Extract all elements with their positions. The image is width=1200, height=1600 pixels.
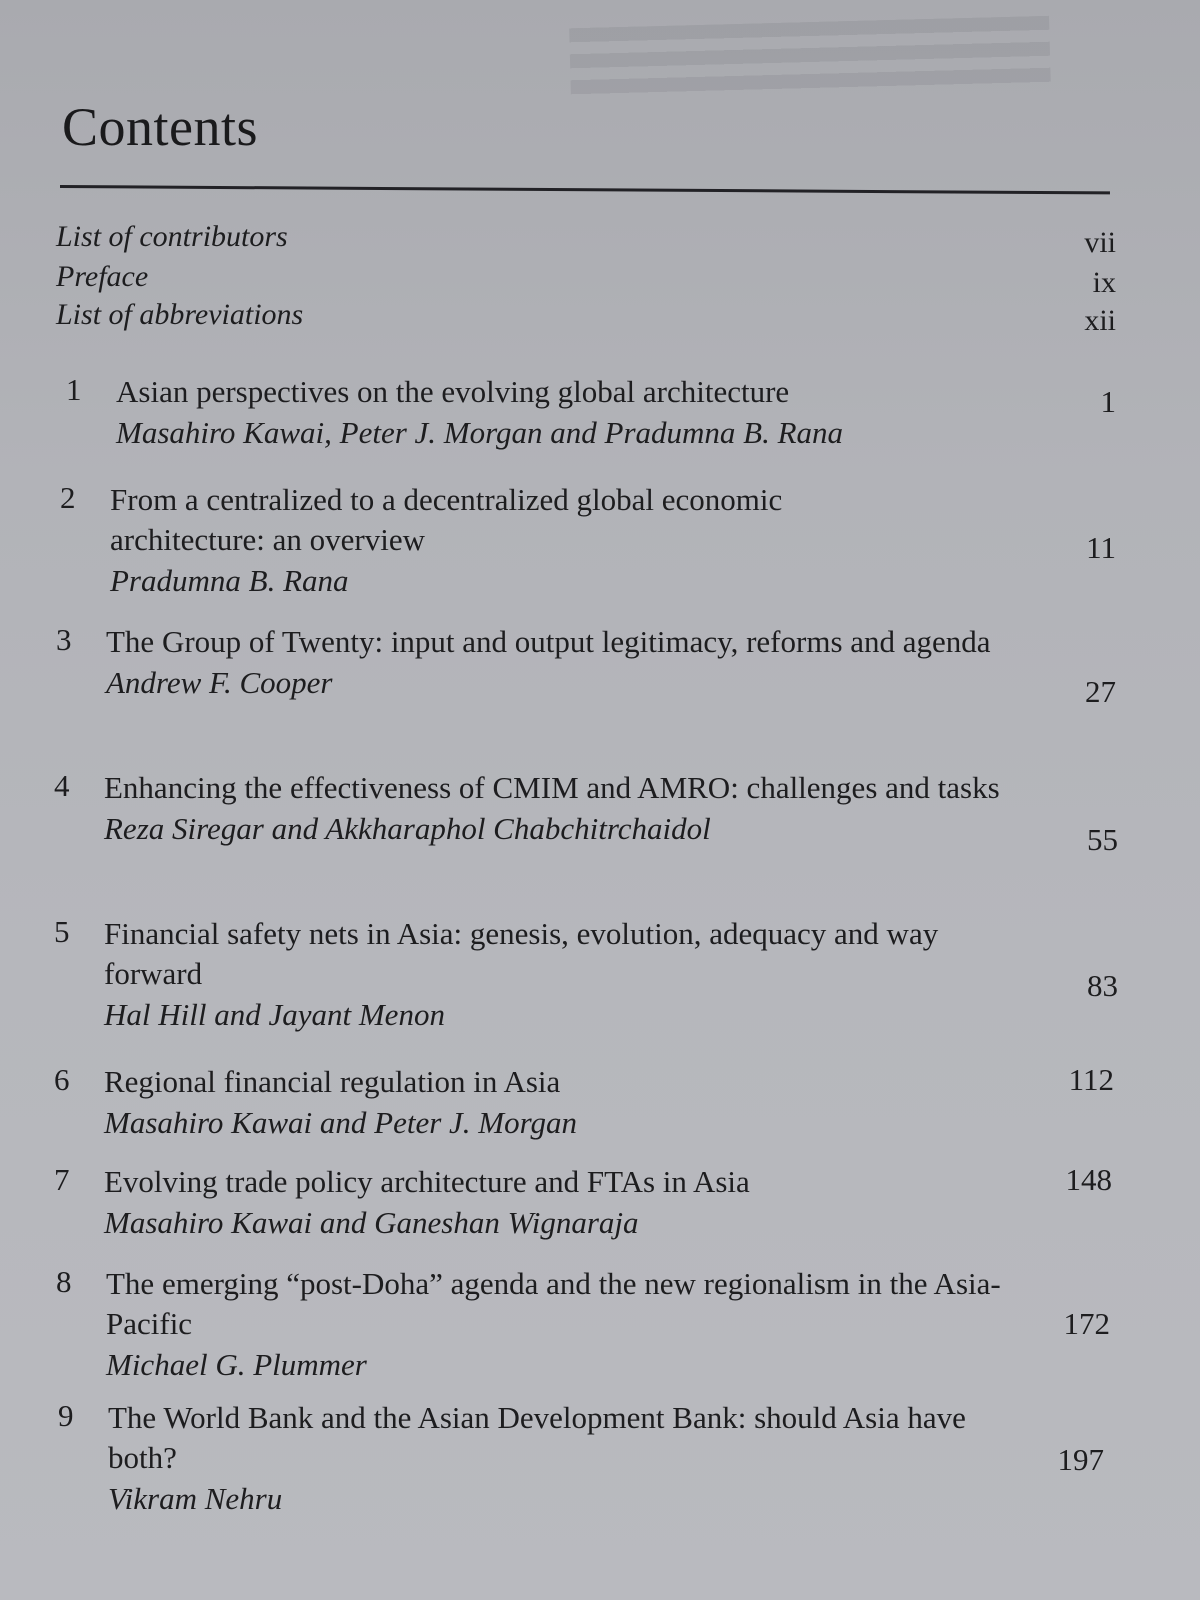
chapter-page: 112: [1068, 1062, 1114, 1097]
chapter-page: 1: [1100, 384, 1116, 419]
chapter-title: The Group of Twenty: input and output legitimacy, reforms and agenda: [106, 624, 991, 659]
chapter-authors: Vikram Nehru: [108, 1481, 283, 1516]
chapter-title: The World Bank and the Asian Development Bank: should Asia have both?: [108, 1400, 966, 1475]
chapter-page: 148: [1065, 1162, 1112, 1197]
front-matter-page: vii: [1084, 226, 1116, 259]
front-matter-label: List of abbreviations: [56, 298, 304, 331]
chapter-title: The emerging “post-Doha” agenda and the new regionalism in the Asia-Pacific: [106, 1266, 1001, 1341]
chapter-authors: Masahiro Kawai and Ganeshan Wignaraja: [104, 1205, 639, 1240]
chapter-title: Evolving trade policy architecture and FTAs in Asia: [104, 1164, 750, 1199]
chapter-number: 4: [54, 768, 70, 803]
front-matter-item: [56, 220, 1116, 259]
chapter-number: 1: [66, 372, 82, 407]
title-rule: [60, 185, 1110, 194]
chapter-title: Regional financial regulation in Asia: [104, 1064, 561, 1099]
chapter-number: 6: [54, 1062, 70, 1097]
chapter-page: 172: [1063, 1306, 1110, 1341]
front-matter-label: Preface: [56, 260, 149, 293]
chapter-title: Enhancing the effectiveness of CMIM and AMRO: challenges and tasks: [104, 770, 1000, 805]
chapter-title: From a centralized to a decentralized global economic architecture: an overview: [110, 482, 783, 557]
page-title: Contents: [62, 97, 259, 157]
front-matter-page: ix: [1092, 266, 1116, 299]
chapter-authors: Masahiro Kawai, Peter J. Morgan and Pradumna B. Rana: [116, 415, 844, 450]
chapter-number: 7: [54, 1162, 70, 1197]
chapter-page: 55: [1087, 822, 1118, 857]
chapter-page: 197: [1057, 1442, 1104, 1477]
chapter-number: 8: [56, 1264, 72, 1299]
chapter-title: Financial safety nets in Asia: genesis, evolution, adequacy and way forward: [104, 916, 939, 991]
chapter-page: 83: [1087, 968, 1118, 1003]
chapter-number: 3: [56, 622, 72, 657]
chapter-authors: Michael G. Plummer: [106, 1347, 367, 1382]
chapter-authors: Masahiro Kawai and Peter J. Morgan: [104, 1105, 578, 1140]
chapter-authors: Pradumna B. Rana: [110, 563, 349, 598]
chapter-title: Asian perspectives on the evolving global architecture: [116, 374, 790, 409]
bleed-through-text: [569, 16, 1051, 99]
chapter-authors: Andrew F. Cooper: [106, 665, 333, 700]
chapter-authors: Hal Hill and Jayant Menon: [104, 997, 445, 1032]
chapter-authors: Reza Siregar and Akkharaphol Chabchitrchaidol: [104, 811, 711, 846]
front-matter-item: [56, 260, 1116, 299]
front-matter-label: List of contributors: [56, 220, 288, 253]
front-matter-item: [56, 298, 1116, 337]
chapter-number: 5: [54, 914, 70, 949]
chapter-number: 9: [58, 1398, 74, 1433]
front-matter-page: xii: [1084, 304, 1116, 337]
chapter-page: 11: [1086, 530, 1116, 565]
chapter-number: 2: [60, 480, 76, 515]
chapter-page: 27: [1085, 674, 1116, 709]
